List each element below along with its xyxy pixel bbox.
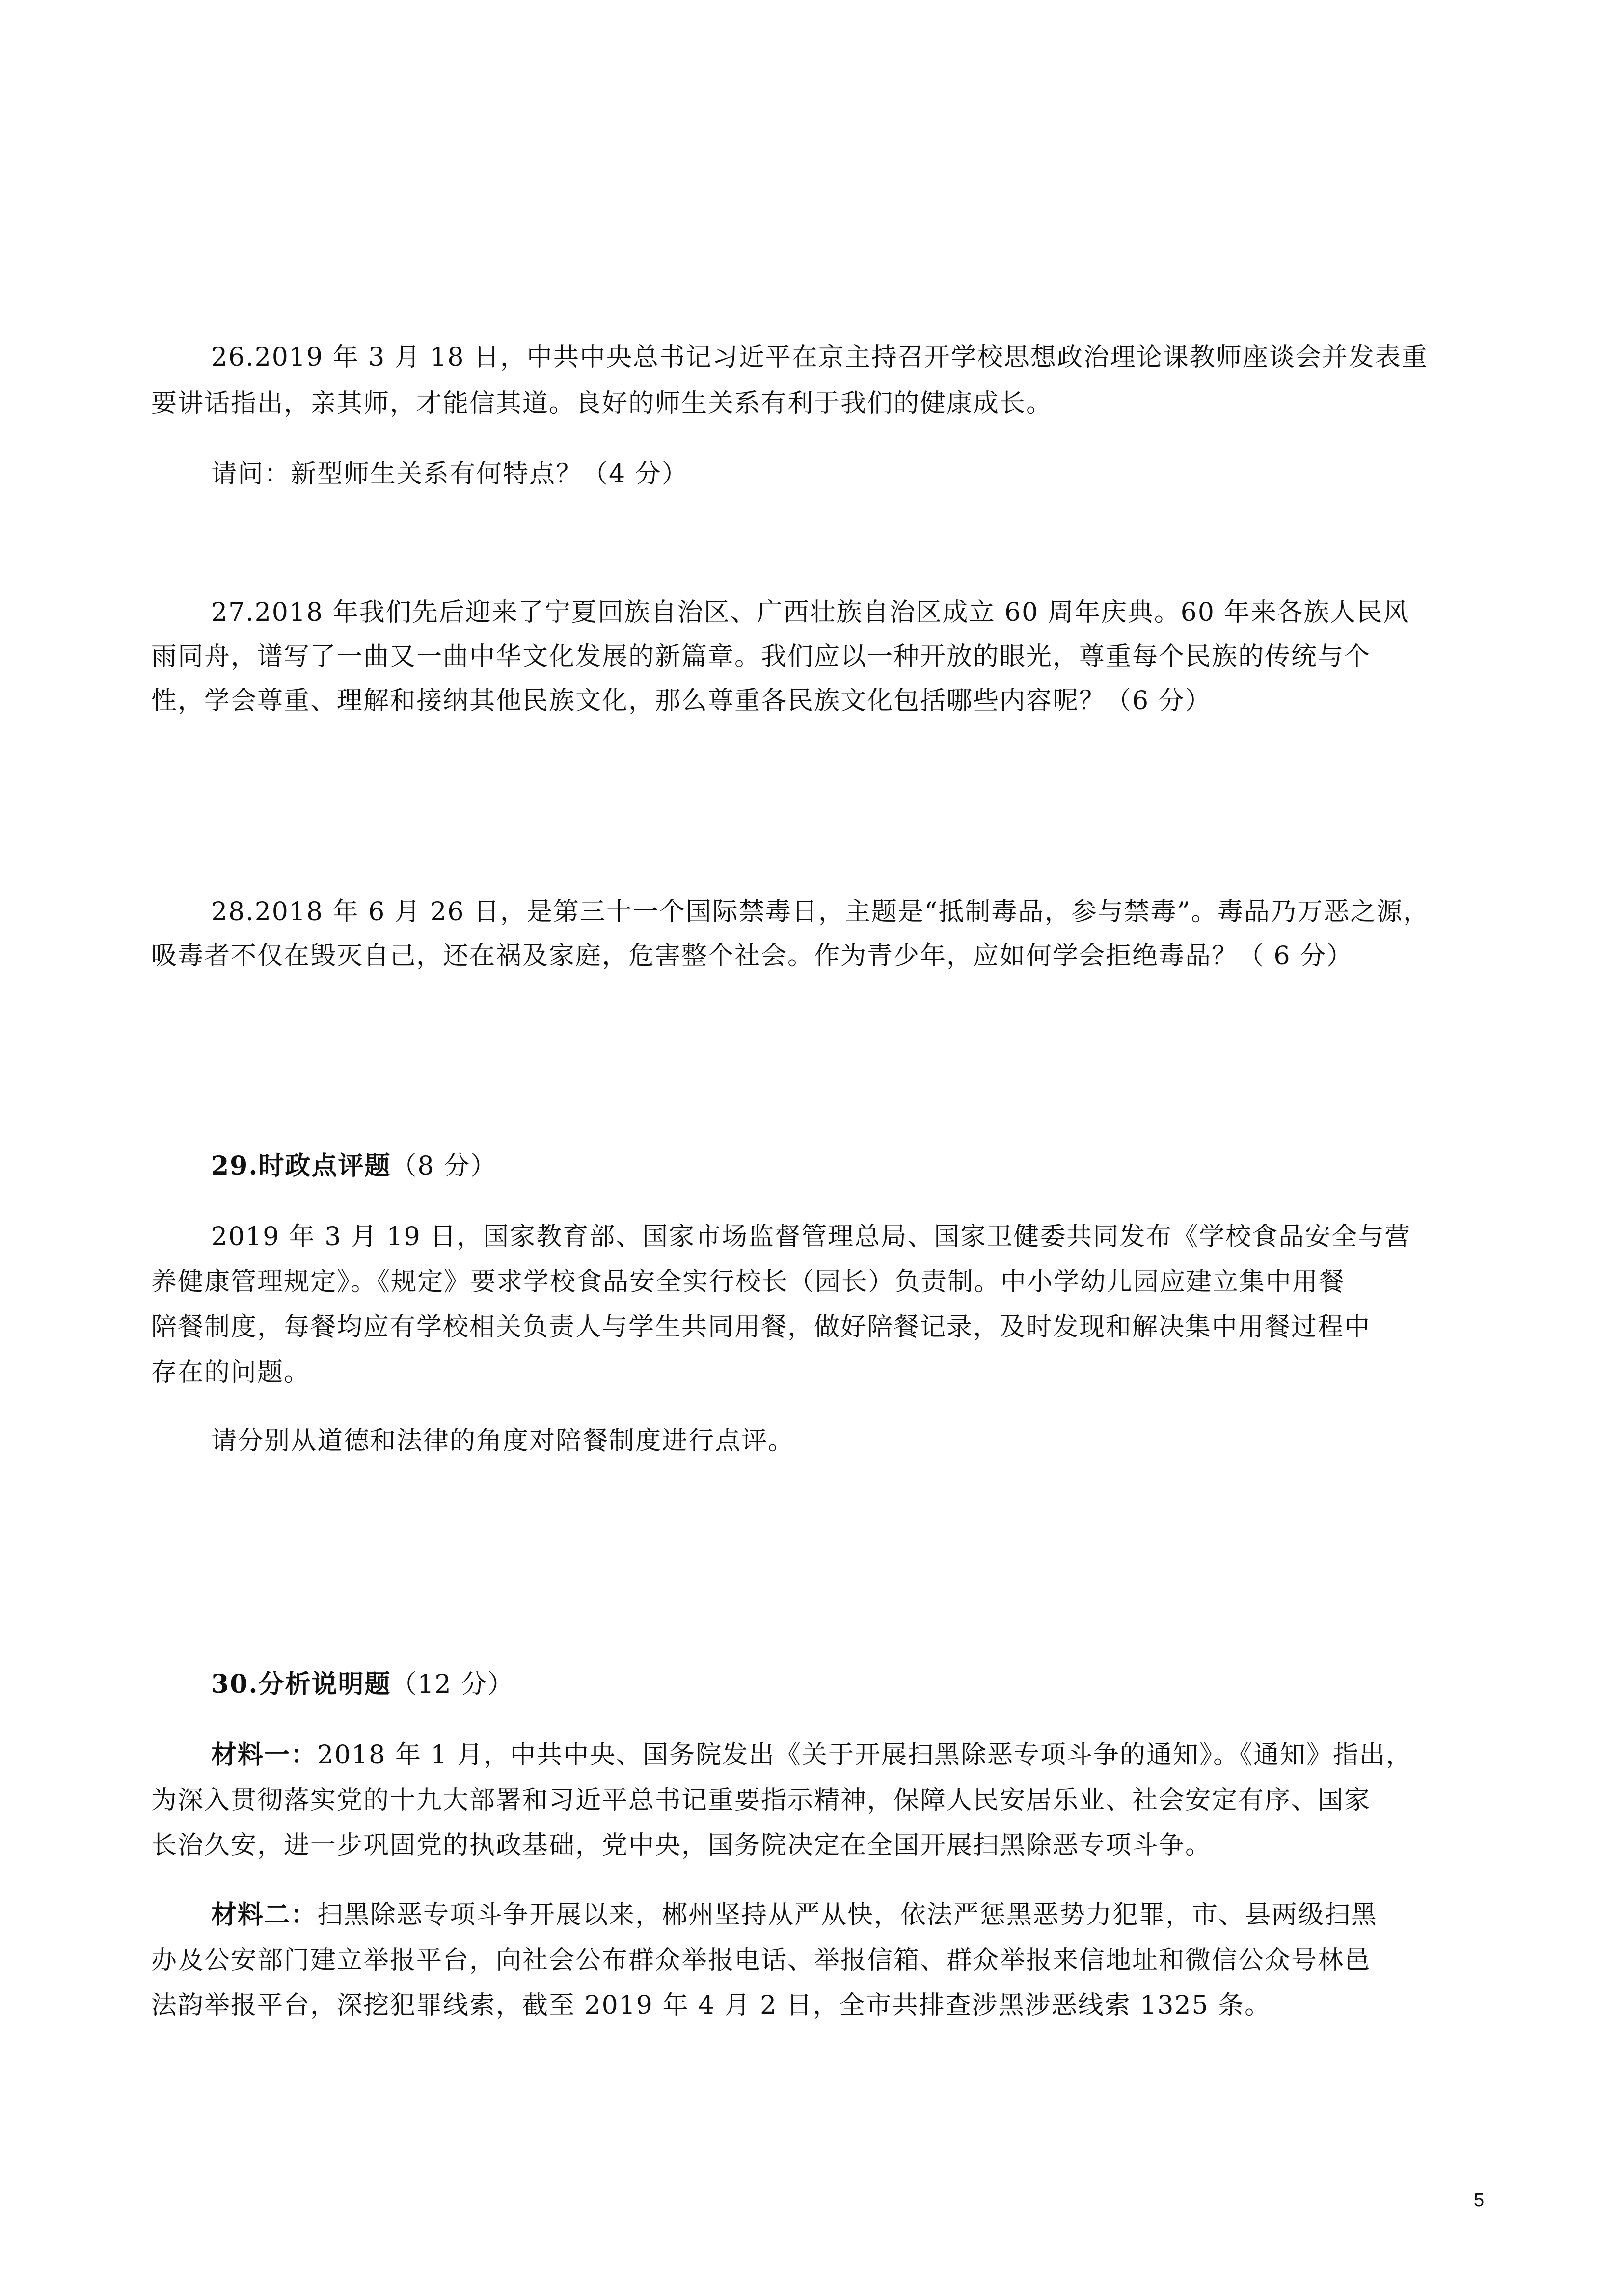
q30-material2-line-1	[211, 1897, 1378, 1933]
q29-line-1: 2019 年 3 月 19 日，国家教育部、国家市场监督管理总局、国家卫健委共同发布《学校食品安全与营	[211, 1222, 1411, 1252]
q29-question: 请分别从道德和法律的角度对陪餐制度进行点评。	[211, 1426, 795, 1456]
q28-line-2: 吸毒者不仅在毁灭自己，还在祸及家庭，危害整个社会。作为青少年，应如何学会拒绝毒品？（ 6 分）	[151, 941, 1353, 971]
q30-score: （12 分）	[391, 1670, 514, 1699]
material2-label: 材料二：	[211, 1900, 318, 1930]
q26-question: 请问：新型师生关系有何特点？（4 分）	[211, 459, 688, 489]
page-number: 5	[1474, 2190, 1485, 2211]
material2-text-1: 扫黑除恶专项斗争开展以来，郴州坚持从严从快，依法严惩黑恶势力犯罪，市、县两级扫黑	[317, 1900, 1378, 1930]
q29-score: （8 分）	[391, 1151, 497, 1181]
q28-line-1: 28.2018 年 6 月 26 日，是第三十一个国际禁毒日，主题是“抵制毒品，参与禁毒”。毒品乃万恶之源，	[211, 897, 1430, 927]
q27-line-1: 27.2018 年我们先后迎来了宁夏回族自治区、广西壮族自治区成立 60 周年庆典。60 年来各族人民风	[211, 598, 1410, 627]
q27-line-2: 雨同舟，谱写了一曲又一曲中华文化发展的新篇章。我们应以一种开放的眼光，尊重每个民族的传统与个	[151, 642, 1371, 671]
q30-material2-line-3: 法韵举报平台，深挖犯罪线索，截至 2019 年 4 月 2 日，全市共排查涉黑涉恶线索 1325 条。	[151, 1991, 1272, 2020]
q30-title: 30.分析说明题	[211, 1669, 391, 1699]
q30-material1-line-1	[211, 1737, 1412, 1773]
q30-heading	[211, 1667, 514, 1702]
q29-title: 29.时政点评题	[211, 1151, 391, 1181]
q29-line-3: 陪餐制度，每餐均应有学校相关负责人与学生共同用餐，做好陪餐记录，及时发现和解决集中用餐过程中	[151, 1312, 1371, 1342]
q29-heading	[211, 1148, 497, 1184]
q29-line-4: 存在的问题。	[151, 1358, 311, 1387]
material1-text-1: 2018 年 1 月，中共中央、国务院发出《关于开展扫黑除恶专项斗争的通知》。《通知》指出，	[317, 1740, 1413, 1770]
q30-material1-line-2: 为深入贯彻落实党的十九大部署和习近平总书记重要指示精神，保障人民安居乐业、社会安定有序、国家	[151, 1786, 1371, 1815]
q30-material1-line-3: 长治久安，进一步巩固党的执政基础，党中央，国务院决定在全国开展扫黑除恶专项斗争。	[151, 1831, 1212, 1860]
q26-line-1: 26.2019 年 3 月 18 日，中共中央总书记习近平在京主持召开学校思想政治理论课教师座谈会并发表重	[211, 343, 1428, 372]
material1-label: 材料一：	[211, 1740, 318, 1770]
q27-line-3: 性，学会尊重、理解和接纳其他民族文化，那么尊重各民族文化包括哪些内容呢？（6 分）	[151, 686, 1212, 716]
q30-material2-line-2: 办及公安部门建立举报平台，向社会公布群众举报电话、举报信箱、群众举报来信地址和微信公众号林邑	[151, 1946, 1371, 1975]
q29-line-2: 养健康管理规定》。《规定》要求学校食品安全实行校长（园长）负责制。中小学幼儿园应建立集中用餐	[151, 1267, 1346, 1297]
q26-line-2: 要讲话指出，亲其师，才能信其道。良好的师生关系有利于我们的健康成长。	[151, 389, 1053, 418]
